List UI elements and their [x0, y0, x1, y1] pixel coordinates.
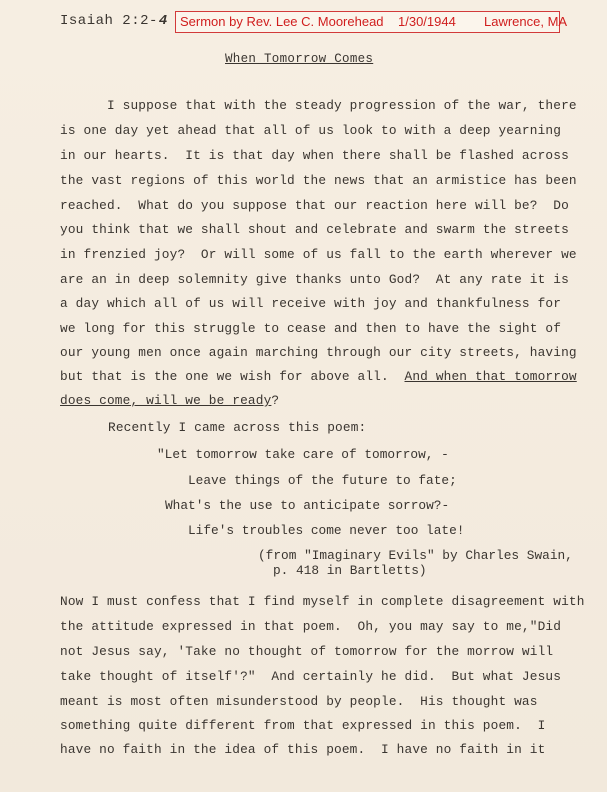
sermon-info-label: [175, 11, 568, 33]
poem-citation-line: (from "Imaginary Evils" by Charles Swain,: [258, 548, 573, 563]
scripture-reference: [60, 13, 168, 29]
sermon-location: Lawrence, MA: [484, 14, 568, 29]
poem-line: "Let tomorrow take care of tomorrow, -: [157, 447, 449, 462]
text-line: not Jesus say, 'Take no thought of tomorrow for the morrow will: [60, 644, 554, 659]
text-line: a day which all of us will receive with joy and thankfulness for: [60, 296, 562, 311]
poem-citation-line: p. 418 in Bartletts): [273, 563, 427, 578]
text-line: meant is most often misunderstood by people. His thought was: [60, 694, 538, 709]
text-segment: ?: [271, 393, 280, 408]
poem-intro: Recently I came across this poem:: [108, 420, 367, 435]
poem-line: What's the use to anticipate sorrow?-: [165, 498, 450, 513]
text-line: our young men once again marching through our city streets, having: [60, 345, 577, 360]
text-line: have no faith in the idea of this poem. I have no faith in it: [60, 742, 546, 757]
underlined-text: does come, will we be ready: [60, 393, 272, 408]
text-line: reached. What do you suppose that our reaction here will be? Do: [60, 198, 569, 213]
text-line: [60, 369, 577, 384]
text-line: we long for this struggle to cease and then to have the sight of: [60, 321, 562, 336]
reference-text: Isaiah 2:2-: [60, 13, 158, 29]
text-segment: but that is the one we wish for above all.: [60, 369, 405, 384]
sermon-date: 1/30/1944: [398, 14, 456, 29]
poem-line: Life's troubles come never too late!: [188, 523, 465, 538]
text-line: the vast regions of this world the news that an armistice has been: [60, 173, 577, 188]
reference-handwritten-mark: 4: [158, 13, 168, 29]
text-line: [60, 393, 279, 408]
poem-line: Leave things of the future to fate;: [188, 473, 457, 488]
text-line: in frenzied joy? Or will some of us fall to the earth wherever we: [60, 247, 577, 262]
text-line: something quite different from that expressed in this poem. I: [60, 718, 546, 733]
underlined-text: And when that tomorrow: [404, 369, 577, 384]
text-line: you think that we shall shout and celebrate and swarm the streets: [60, 222, 569, 237]
text-line: are an in deep solemnity give thanks unto God? At any rate it is: [60, 272, 569, 287]
text-line: in our hearts. It is that day when there shall be flashed across: [60, 148, 569, 163]
text-line: Now I must confess that I find myself in complete disagreement with: [60, 594, 585, 609]
text-line: take thought of itself'?" And certainly he did. But what Jesus: [60, 669, 562, 684]
text-line: is one day yet ahead that all of us look to with a deep yearning: [60, 123, 562, 138]
text-line: the attitude expressed in that poem. Oh, you may say to me,"Did: [60, 619, 562, 634]
sermon-author: Sermon by Rev. Lee C. Moorehead: [180, 14, 384, 29]
document-title: When Tomorrow Comes: [225, 52, 374, 66]
text-line: I suppose that with the steady progression of the war, there: [60, 98, 577, 113]
